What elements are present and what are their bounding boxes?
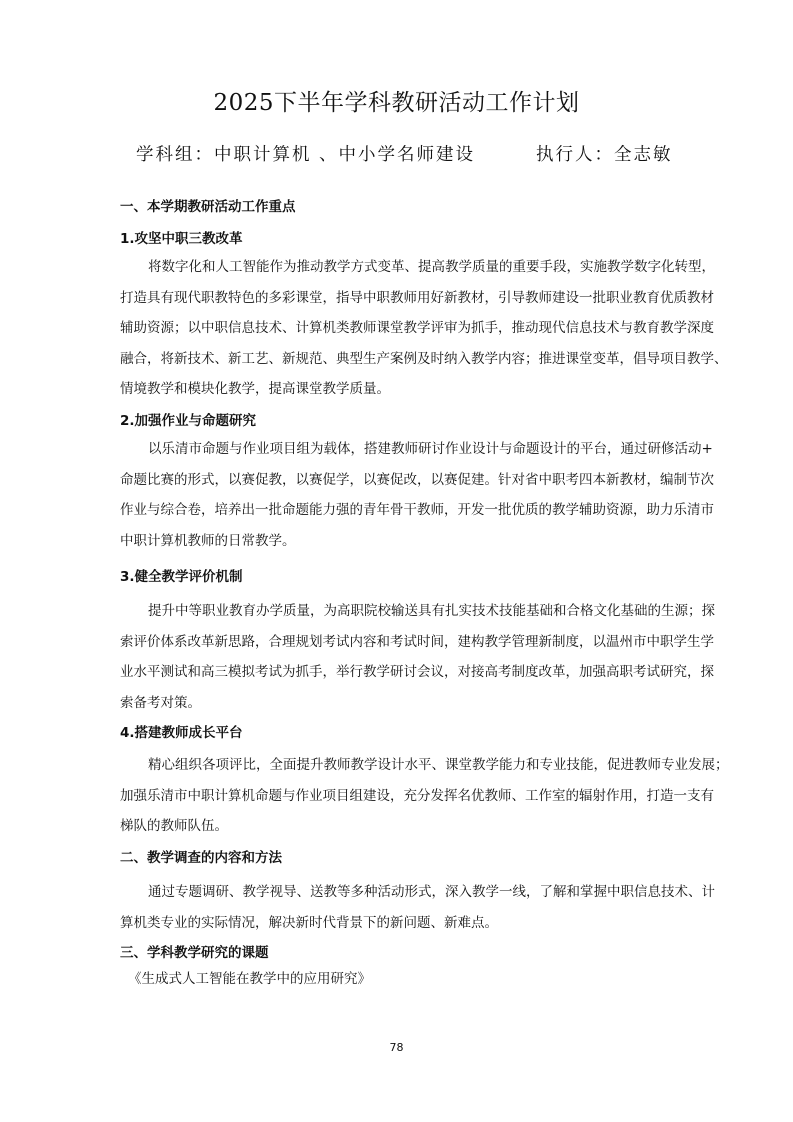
paragraph-line: 梯队的教师队伍。 bbox=[120, 818, 228, 834]
paragraph-line: 索备考对策。 bbox=[120, 694, 201, 711]
paragraph-line: 索评价体系改革新思路，合理规划考试内容和考试时间，建构教学管理新制度，以温州市中职学生学 bbox=[120, 633, 714, 650]
paragraph-line: 《生成式人工智能在教学中的应用研究》 bbox=[128, 971, 371, 987]
paragraph-line: 以乐清市命题与作业项目组为载体，搭建教师研讨作业设计与命题设计的平台，通过研修活动+ bbox=[148, 441, 713, 457]
paragraph-2 bbox=[120, 877, 715, 938]
subsection-heading-1-3: 3.健全教学评价机制 bbox=[120, 569, 243, 585]
subject-group-label: 学科组：中职计算机 、中小学名师建设 bbox=[136, 145, 476, 165]
paragraph-line: 精心组织各项评比，全面提升教师教学设计水平、课堂教学能力和专业技能，促进教师专业发展； bbox=[148, 757, 729, 773]
paragraph-1-1 bbox=[120, 252, 728, 405]
paragraph-line: 辅助资源；以中职信息技术、计算机类教师课堂教学评审为抓手，推动现代信息技术与教育教学深度 bbox=[120, 320, 714, 336]
paragraph-line: 提升中等职业教育办学质量，为高职院校输送具有扎实技术技能基础和合格文化基础的生源；探 bbox=[148, 603, 715, 619]
paragraph-line: 算机类专业的实际情况，解决新时代背景下的新问题、新难点。 bbox=[120, 914, 498, 931]
subsection-heading-1-4: 4.搭建教师成长平台 bbox=[120, 725, 243, 741]
document-title: 2025下半年学科教研活动工作计划 bbox=[213, 90, 580, 116]
section-heading-1: 一、本学期教研活动工作重点 bbox=[120, 199, 296, 215]
section-heading-3: 三、学科教学研究的课题 bbox=[120, 945, 269, 961]
paragraph-line: 情境教学和模块化教学，提高课堂教学质量。 bbox=[120, 381, 390, 397]
page-number: 78 bbox=[389, 1041, 404, 1054]
paragraph-line: 中职计算机教师的日常教学。 bbox=[120, 532, 296, 549]
paragraph-line: 融合，将新技术、新工艺、新规范、典型生产案例及时纳入教学内容；推进课堂变革，倡导项目教学、 bbox=[120, 350, 728, 367]
paragraph-line: 加强乐清市中职计算机命题与作业项目组建设，充分发挥名优教师、工作室的辐射作用，打造一支有 bbox=[120, 787, 714, 804]
section-heading-2: 二、教学调查的内容和方法 bbox=[120, 850, 282, 866]
paragraph-3 bbox=[120, 964, 685, 995]
paragraph-line: 作业与综合卷，培养出一批命题能力强的青年骨干教师，开发一批优质的教学辅助资源，助力乐清市 bbox=[120, 502, 714, 518]
paragraph-1-2 bbox=[120, 434, 714, 556]
paragraph-1-3 bbox=[120, 596, 715, 718]
executor-label: 执行人：全志敏 bbox=[536, 145, 673, 165]
paragraph-line: 业水平测试和高三模拟考试为抓手，举行教学研讨会议，对接高考制度改革，加强高职考试研究，探 bbox=[120, 664, 714, 680]
paragraph-line: 通过专题调研、教学视导、送教等多种活动形式，深入教学一线，了解和掌握中职信息技术、计 bbox=[148, 884, 715, 900]
paragraph-line: 将数字化和人工智能作为推动教学方式变革、提高教学质量的重要手段，实施教学数字化转型， bbox=[148, 259, 715, 275]
paragraph-line: 打造具有现代职教特色的多彩课堂，指导中职教师用好新教材，引导教师建设一批职业教育优质教材 bbox=[120, 289, 714, 306]
subsection-heading-1-1: 1.攻坚中职三教改革 bbox=[120, 231, 243, 247]
paragraph-line: 命题比赛的形式，以赛促教，以赛促学，以赛促改，以赛促建。针对省中职考四本新教材，编制节次 bbox=[120, 471, 714, 488]
subsection-heading-1-2: 2.加强作业与命题研究 bbox=[120, 413, 257, 429]
paragraph-1-4 bbox=[120, 750, 729, 842]
